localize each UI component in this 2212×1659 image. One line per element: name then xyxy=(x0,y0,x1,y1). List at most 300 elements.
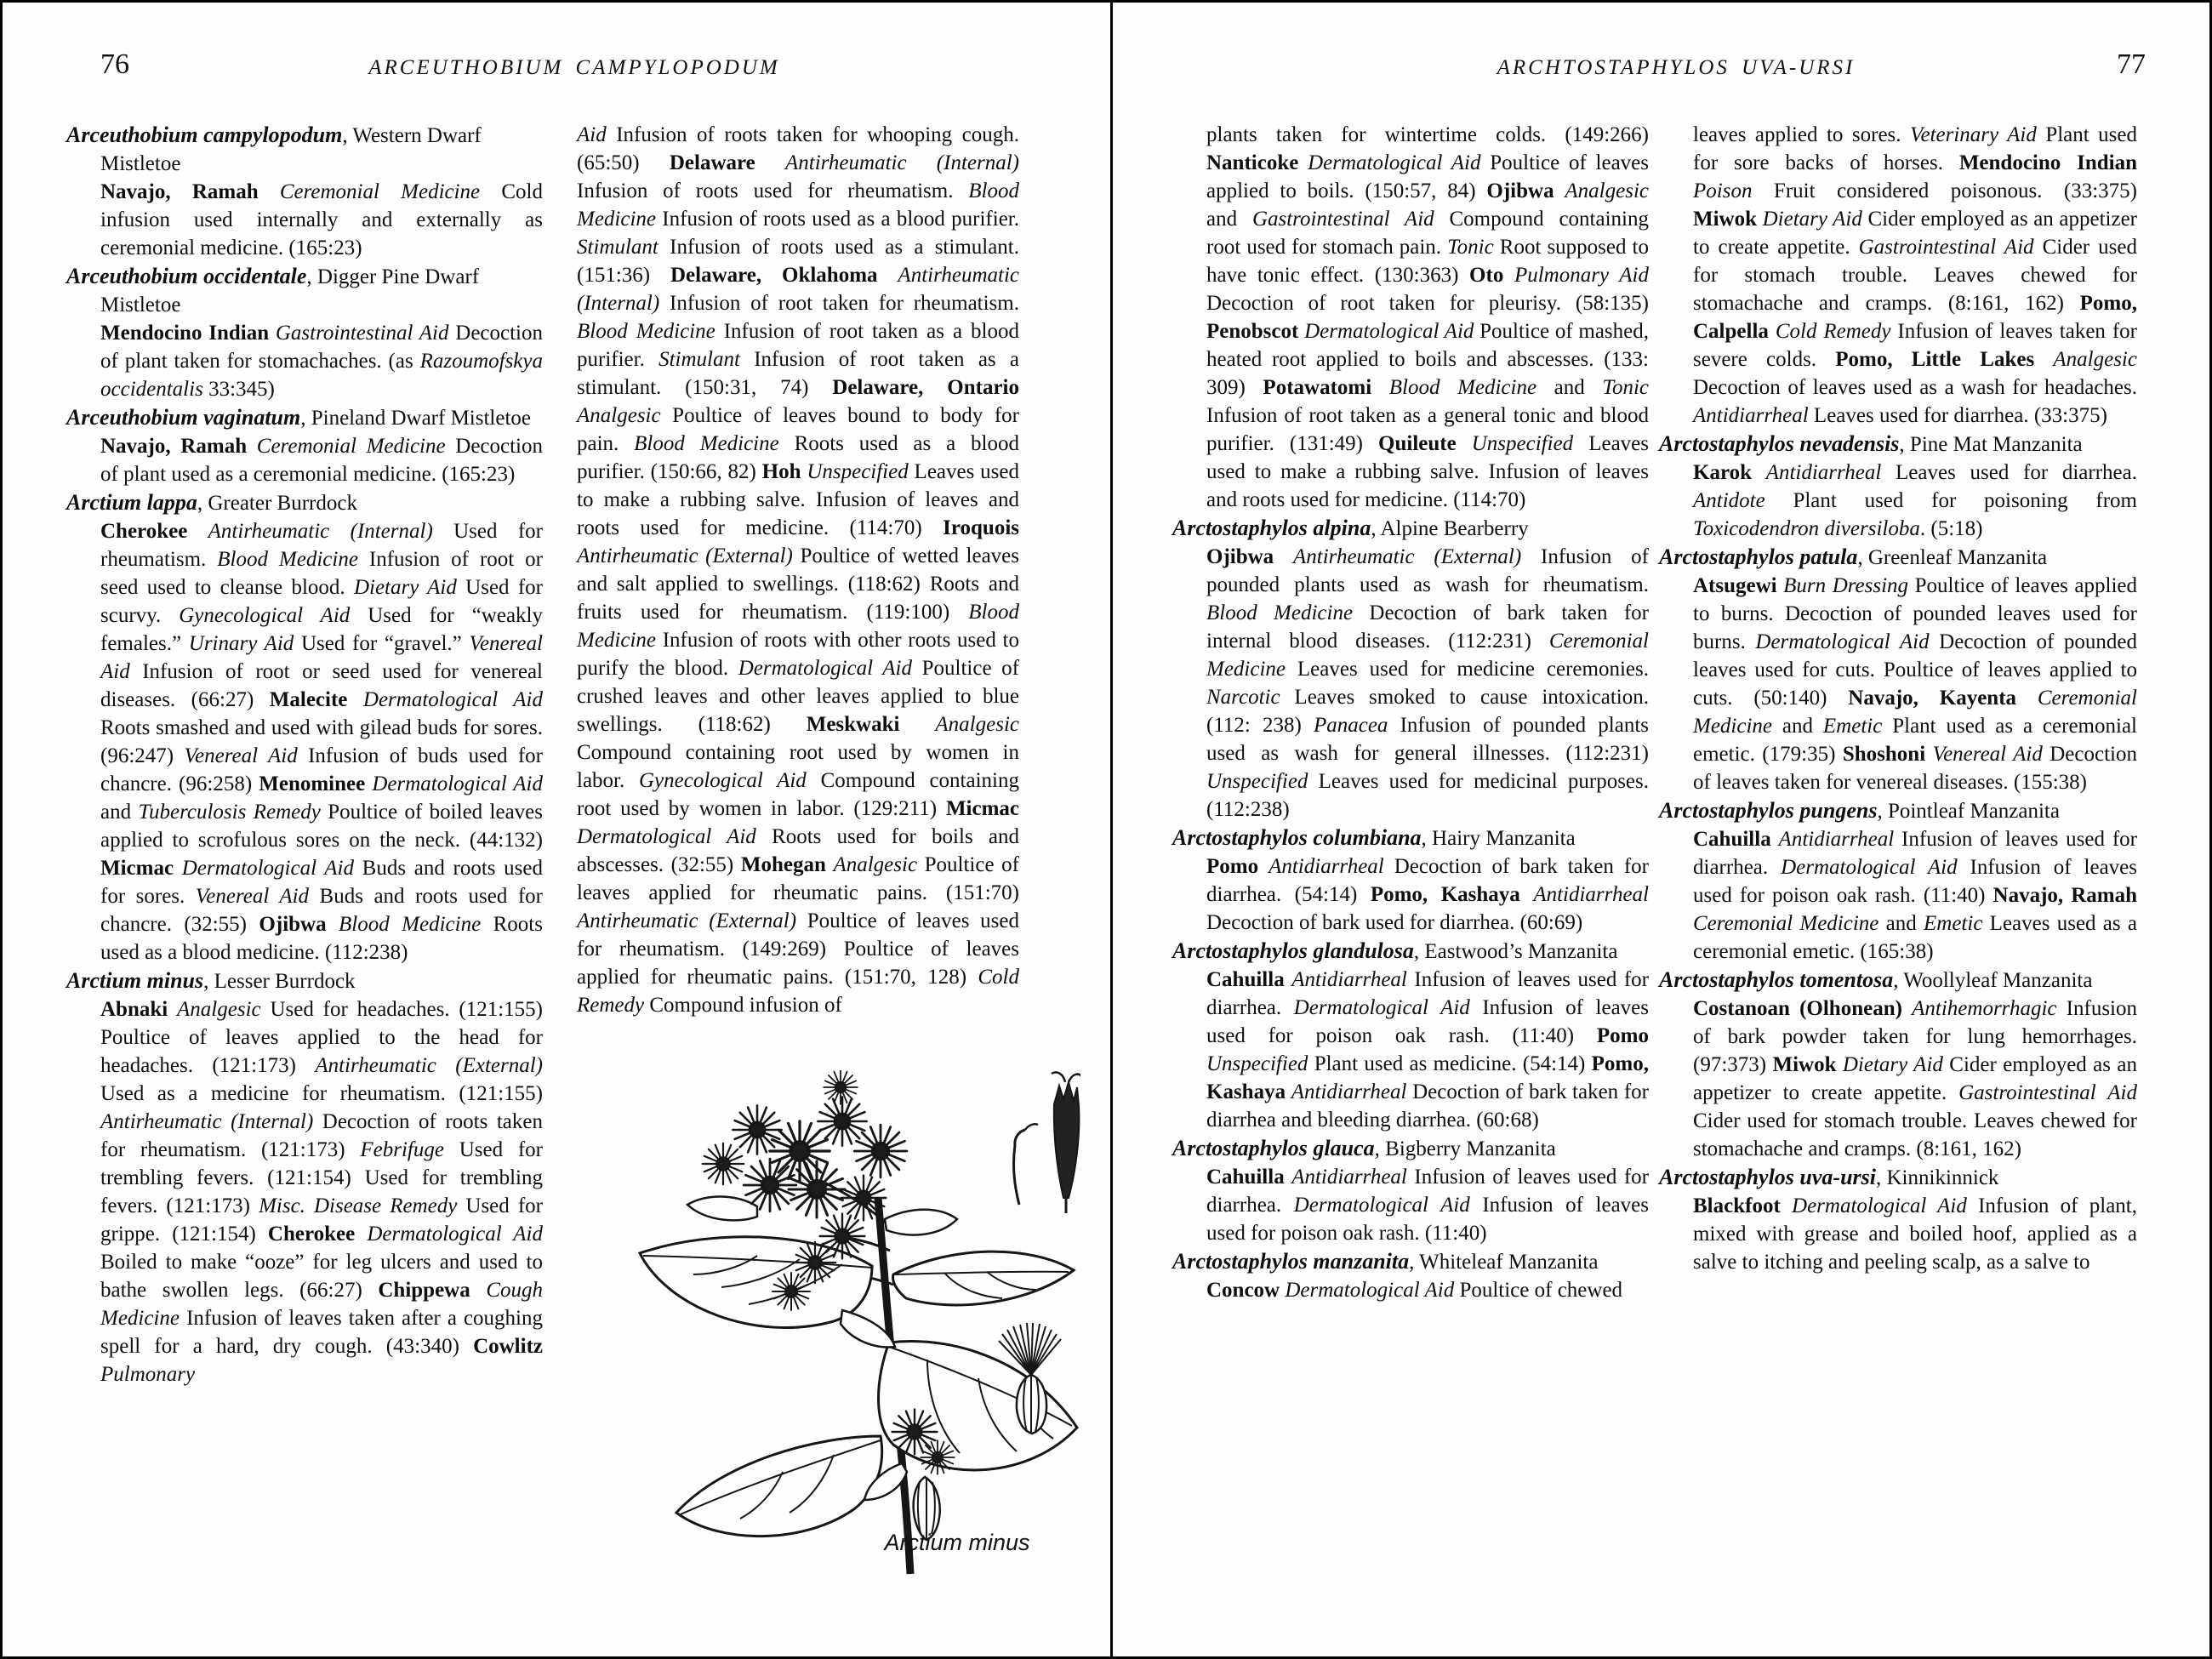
plain-text: Roots used for boils and abscesses. (32:55) xyxy=(577,825,1020,876)
plain-text: Roots used as a blood medicine. (112:238) xyxy=(100,913,543,964)
tribe-name: Cahuilla xyxy=(1206,968,1292,991)
plain-text: Boiled to make “ooze” for leg ulcers and used to bathe swollen legs. (66:27) xyxy=(100,1251,543,1302)
use-category: Blood Medicine xyxy=(577,601,1019,652)
plain-text: , Eastwood’s Manzanita xyxy=(1413,940,1618,963)
species-name: Arctostaphylos columbiana xyxy=(1172,825,1422,850)
plain-text: Cider employed as an appetizer to create appetite. xyxy=(1693,1053,2137,1104)
species-entry-heading xyxy=(66,262,543,319)
species-name: Arctostaphylos alpina xyxy=(1172,516,1371,540)
plain-text: , Pine Mat Manzanita xyxy=(1899,433,2083,456)
plain-text: , Bigberry Manzanita xyxy=(1374,1137,1556,1160)
plain-text: Cider used for stomach trouble. Leaves chewed for stomachache and cramps. (8:161, 162) xyxy=(1693,1109,2137,1160)
use-category: Antirheumatic (Internal) xyxy=(208,520,454,543)
tribe-name: Concow xyxy=(1206,1279,1286,1302)
use-category: Unspecified xyxy=(1471,432,1589,455)
plain-text: Decoction of bark taken for internal blood diseases. (112:231) xyxy=(1206,601,1649,653)
plain-text: Leaves used to make a rubbing salve. Infusion of leaves and roots used for medicine. (114:70) xyxy=(577,460,1019,539)
tribe-name: Mohegan xyxy=(740,853,834,876)
plain-text: Poultice of mashed, heated root applied to boils and abscesses. (133: 309) xyxy=(1206,320,1649,399)
use-category: Gastrointestinal Aid xyxy=(1251,208,1450,231)
use-category: Aid xyxy=(577,123,617,146)
plain-text: Infusion of leaves used for poison oak rash. (11:40) xyxy=(1206,996,1649,1047)
running-head-left: ARCEUTHOBIUM CAMPYLOPODUM xyxy=(368,56,780,79)
plain-text: , Western Dwarf Mistletoe xyxy=(100,124,482,175)
use-category: Dermatological Aid xyxy=(1792,1194,1979,1217)
plain-text: Used as a medicine for rheumatism. (121:155) xyxy=(100,1082,543,1105)
tribe-name: Miwok xyxy=(1693,208,1763,231)
continuation-text xyxy=(1693,121,2137,430)
use-category: Dietary Aid xyxy=(1842,1053,1950,1076)
use-category: Antidiarrheal xyxy=(1693,404,1814,427)
tribe-name: Cowlitz xyxy=(473,1335,543,1358)
use-category: Cold Remedy xyxy=(1775,320,1898,343)
entry-uses-text xyxy=(1693,995,2137,1163)
tribe-name: Pomo, Little Lakes xyxy=(1835,348,2054,371)
use-category: Blood Medicine xyxy=(577,320,724,343)
plain-text: Compound infusion of xyxy=(649,994,842,1017)
plain-text: Used for rheumatism. xyxy=(100,520,544,571)
use-category: Antidiarrheal xyxy=(1291,968,1415,991)
species-name: Arctostaphylos nevadensis xyxy=(1659,431,1900,456)
use-category: Stimulant xyxy=(658,348,755,371)
species-name: Arctium minus xyxy=(66,968,204,993)
tribe-name: Penobscot xyxy=(1206,320,1305,343)
plain-text: Infusion of bark powder taken for lung hemorrhages. (97:373) xyxy=(1693,997,2137,1076)
entry-uses-text xyxy=(100,319,543,403)
tribe-name: Iroquois xyxy=(943,516,1019,539)
use-category: Antirheumatic (Internal) xyxy=(100,1110,322,1133)
tribe-name: Navajo, Ramah xyxy=(100,180,280,203)
use-category: Dermatological Aid xyxy=(181,857,362,880)
use-category: Antidiarrheal xyxy=(1291,1166,1415,1189)
tribe-name: Pomo xyxy=(1206,855,1269,878)
species-name: Arceuthobium vaginatum xyxy=(66,405,301,430)
use-category: Blood Medicine xyxy=(634,432,795,455)
plain-text: Infusion of leaves used for diarrhea. xyxy=(1693,828,2137,879)
plain-text: Root supposed to have tonic effect. (130:363) xyxy=(1206,236,1649,287)
plain-text: Cider employed as an appetizer to create appetite. xyxy=(1693,208,2138,259)
entry-uses-text xyxy=(1693,572,2137,796)
plain-text: , Greenleaf Manzanita xyxy=(1857,546,2048,569)
plain-text: Decoction of root taken for pleurisy. (58:135) xyxy=(1206,292,1649,315)
plain-text: Used for scurvy. xyxy=(100,576,543,627)
plain-text: Infusion of root taken as a stimulant. (150:31, 74) xyxy=(577,348,1020,399)
species-name: Arctium lappa xyxy=(66,490,197,515)
tribe-name: Shoshoni xyxy=(1842,743,1933,766)
plain-text: Leaves used for medicine ceremonies. xyxy=(1297,658,1649,681)
use-category: Emetic xyxy=(1924,912,1990,935)
species-entry-heading xyxy=(1659,430,2137,459)
plain-text: Infusion of leaves used for poison oak rash. (11:40) xyxy=(1693,856,2138,907)
plain-text: , Woollyleaf Manzanita xyxy=(1893,969,2093,992)
use-category: Gastrointestinal Aid xyxy=(1858,236,2043,259)
plain-text: Buds and roots used for sores. xyxy=(100,857,543,908)
use-category: Dermatological Aid xyxy=(1781,856,1970,879)
entry-uses-text xyxy=(1206,852,1649,937)
use-category: Dermatological Aid xyxy=(1304,320,1480,343)
floret-detail xyxy=(1052,1072,1080,1213)
tribe-name: Mendocino Indian xyxy=(1958,151,2137,174)
plain-text: Used for grippe. (121:154) xyxy=(100,1194,543,1246)
plain-text: Infusion of root or seed used to cleanse blood. xyxy=(100,548,544,599)
text-column-4 xyxy=(1659,121,2138,1276)
use-category: Poison xyxy=(1693,180,1774,202)
use-category: Analgesic xyxy=(177,998,271,1021)
use-category: Dermatological Aid xyxy=(738,657,922,680)
plain-text: Decoction of plant taken for stomachaches. (as xyxy=(100,322,543,373)
use-category: Dermatological Aid xyxy=(1293,1194,1483,1217)
species-name: Arctostaphylos uva-ursi xyxy=(1659,1165,1876,1189)
plain-text: Leaves used as a ceremonial emetic. (165:38) xyxy=(1693,912,2137,963)
tribe-name: Cahuilla xyxy=(1206,1166,1292,1189)
species-entry-heading xyxy=(66,488,543,517)
species-name: Arctostaphylos patula xyxy=(1659,544,1858,569)
tribe-name: Micmac xyxy=(945,797,1019,820)
tribe-name: Pomo, Kashaya xyxy=(1370,883,1534,906)
running-head-right: ARCHTOSTAPHYLOS UVA-URSI xyxy=(1497,56,1856,79)
plain-text: , Alpine Bearberry xyxy=(1371,517,1529,540)
use-category: Dermatological Aid xyxy=(367,1223,544,1246)
tribe-name: Hoh xyxy=(761,460,807,483)
arctium-minus-illustration xyxy=(587,1070,1080,1598)
use-category: Dermatological Aid xyxy=(362,688,543,711)
use-category: Blood Medicine xyxy=(1206,601,1370,624)
use-category: Antirheumatic (External) xyxy=(577,544,801,567)
tribe-name: Costanoan (Olhonean) xyxy=(1693,997,1913,1020)
use-category: Dietary Aid xyxy=(353,576,466,599)
continuation-text xyxy=(1206,121,1649,514)
plain-text: Cider used for stomach trouble. Leaves chewed for stomachache and cramps. (8:161, 162) xyxy=(1693,236,2137,315)
species-name: Arceuthobium occidentale xyxy=(66,264,307,288)
tribe-name: Navajo, Ramah xyxy=(1993,884,2137,907)
use-category: Unspecified xyxy=(1206,1052,1314,1075)
plain-text: Poultice of leaves bound to body for pain. xyxy=(577,404,1019,455)
plain-text: Roots smashed and used with gilead buds for sores. (96:247) xyxy=(100,716,543,767)
use-category: Pulmonary xyxy=(100,1363,196,1386)
use-category: Veterinary Aid xyxy=(1909,123,2046,146)
tribe-name: Malecite xyxy=(269,688,363,711)
tribe-name: Delaware xyxy=(669,151,785,174)
plain-text: Poultice of leaves applied to burns. Decoction of pounded leaves used for burns. xyxy=(1693,574,2138,653)
plain-text: Plant used as medicine. (54:14) xyxy=(1314,1052,1592,1075)
use-category: Blood Medicine xyxy=(577,180,1019,231)
plain-text: plants taken for wintertime colds. (149:266) xyxy=(1206,123,1649,146)
plain-text: and xyxy=(1206,208,1252,231)
use-category: Antirheumatic (External) xyxy=(577,909,807,932)
plain-text: Poultice of leaves applied for rheumatic pains. (151:70) xyxy=(577,853,1019,904)
plain-text: Decoction of bark taken for diarrhea and bleeding diarrhea. (60:68) xyxy=(1206,1080,1649,1132)
tribe-name: Cherokee xyxy=(100,520,208,543)
use-category: Antihemorrhagic xyxy=(1912,997,2067,1020)
tribe-name: Ojibwa xyxy=(259,913,339,936)
tribe-name: Cahuilla xyxy=(1693,828,1779,851)
species-entry-heading xyxy=(1659,796,2137,825)
plain-text: Infusion of root taken as a blood purifier. xyxy=(577,320,1019,371)
plain-text: Used for “weakly females.” xyxy=(100,604,543,655)
use-category: Gynecological Aid xyxy=(639,769,821,792)
continuation-text xyxy=(577,121,1019,1019)
use-category: Cold Remedy xyxy=(577,966,1019,1017)
plain-text: Decoction of leaves used as a wash for headaches. xyxy=(1693,376,2137,399)
tribe-name: Delaware, Ontario xyxy=(832,376,1019,399)
plain-text: , Lesser Burrdock xyxy=(203,970,356,993)
plain-text: Poultice of wetted leaves and salt applied to swellings. (118:62) Roots and fruits used for rheumatism. (119:100) xyxy=(577,544,1019,624)
entry-uses-text xyxy=(1693,1192,2137,1276)
use-category: Narcotic xyxy=(1206,686,1295,709)
plain-text: , Kinnikinnick xyxy=(1876,1166,1999,1189)
tribe-name: Delaware, Oklahoma xyxy=(670,264,898,287)
text-column-1 xyxy=(66,121,544,1388)
use-category: Unspecified xyxy=(807,460,915,483)
plain-text: Plant used for sore backs of horses. xyxy=(1693,123,2138,174)
plain-text: Compound containing root used by women in labor. (129:211) xyxy=(577,769,1019,820)
plain-text: Infusion of leaves used for diarrhea. xyxy=(1206,1166,1650,1217)
tribe-name: Ojibwa xyxy=(1206,545,1294,568)
use-category: Misc. Disease Remedy xyxy=(259,1194,466,1217)
species-entry-heading xyxy=(66,121,543,178)
text-column-2 xyxy=(577,121,1019,1019)
tribe-name: Cherokee xyxy=(267,1223,368,1246)
use-category: Urinary Aid xyxy=(188,632,301,655)
entry-uses-text xyxy=(1206,543,1649,824)
species-name: Arceuthobium campylopodum xyxy=(66,123,343,147)
species-entry-heading xyxy=(1172,937,1649,966)
use-category: Antidiarrheal xyxy=(1765,461,1896,484)
tribe-name: Karok xyxy=(1693,461,1766,484)
plain-text: Infusion of pounded plants used as wash for general illnesses. (112:231) xyxy=(1206,714,1650,765)
use-category: Antidiarrheal xyxy=(1533,883,1649,906)
page-number-right: 77 xyxy=(2117,48,2146,80)
species-entry-heading xyxy=(66,403,543,432)
plain-text: Fruit considered poisonous. (33:375) xyxy=(1773,180,2137,202)
plain-text: Infusion of root or seed used for venereal diseases. (66:27) xyxy=(100,660,543,711)
plain-text: Poultice of chewed xyxy=(1459,1279,1623,1302)
entry-uses-text xyxy=(100,517,543,966)
entry-uses-text xyxy=(1206,1276,1649,1304)
use-category: Emetic xyxy=(1822,715,1893,738)
tribe-name: Nanticoke xyxy=(1206,151,1308,174)
use-category: Unspecified xyxy=(1206,770,1319,793)
use-category: Blood Medicine xyxy=(217,548,369,571)
tribe-name: Meskwaki xyxy=(806,713,936,736)
plain-text: Leaves used for medicinal purposes. (112:238) xyxy=(1206,770,1649,821)
botanical-figure xyxy=(587,1070,1080,1598)
text-column-3 xyxy=(1172,121,1650,1304)
plain-text: . (5:18) xyxy=(1919,517,1983,540)
species-name: Arctostaphylos manzanita xyxy=(1172,1249,1410,1274)
tribe-name: Menominee xyxy=(259,772,373,795)
plain-text: and xyxy=(1554,376,1603,399)
species-name: Arctostaphylos pungens xyxy=(1659,798,1878,823)
plain-text: , Greater Burrdock xyxy=(197,492,357,515)
plain-text: Leaves used for diarrhea. xyxy=(1896,461,2137,484)
use-category: Blood Medicine xyxy=(1388,376,1554,399)
use-category: Ceremonial Medicine xyxy=(1693,912,1886,935)
tribe-name: Abnaki xyxy=(100,998,178,1021)
plain-text: , Digger Pine Dwarf Mistletoe xyxy=(100,265,480,316)
tribe-name: Oto xyxy=(1469,264,1514,287)
use-category: Panacea xyxy=(1313,714,1400,737)
plain-text: and xyxy=(100,801,139,824)
use-category: Antirheumatic (External) xyxy=(1293,545,1541,568)
plain-text: Plant used as a ceremonial emetic. (179:35) xyxy=(1693,715,2137,766)
plain-text: Used for “gravel.” xyxy=(300,632,470,655)
plant-leaves xyxy=(640,1196,1077,1536)
entry-uses-text xyxy=(100,995,543,1388)
species-name: Arctostaphylos glauca xyxy=(1172,1136,1375,1160)
entry-uses-text xyxy=(1206,1163,1649,1247)
use-category: Blood Medicine xyxy=(339,913,493,936)
entry-uses-text xyxy=(100,432,543,488)
species-name: Arctostaphylos tomentosa xyxy=(1659,967,1894,992)
plain-text: Used for headaches. (121:155) Poultice of leaves applied to the head for headaches. (121:173) xyxy=(100,998,543,1077)
plain-text: Poultice of leaves applied to boils. (150:57, 84) xyxy=(1206,151,1650,202)
plain-text: Decoction of plant used as a ceremonial medicine. (165:23) xyxy=(100,435,543,486)
plain-text: Decoction of pounded leaves used for cuts. Poultice of leaves applied to cuts. (50:140) xyxy=(1693,630,2138,710)
plain-text: Leaves used to make a rubbing salve. Infusion of leaves and roots used for medicine. (114:70) xyxy=(1206,432,1649,511)
use-category: Dietary Aid xyxy=(1762,208,1868,231)
species-entry-heading xyxy=(1172,1134,1649,1163)
entry-uses-text xyxy=(1693,825,2137,966)
plain-text: Decoction of roots taken for rheumatism. (121:173) xyxy=(100,1110,543,1161)
entry-uses-text xyxy=(100,178,543,262)
use-category: Antirheumatic (Internal) xyxy=(784,151,1019,174)
use-category: Dermatological Aid xyxy=(1293,996,1483,1019)
plain-text: Compound containing root used for stomach pain. xyxy=(1206,208,1649,259)
species-entry-heading xyxy=(1172,1247,1649,1276)
plain-text: Infusion of roots used for rheumatism. xyxy=(577,180,969,202)
tribe-name: Atsugewi xyxy=(1693,574,1784,597)
use-category: Ceremonial Medicine xyxy=(256,435,456,458)
plain-text: Poultice of crushed leaves and other leaves applied to blue swellings. (118:62) xyxy=(577,657,1020,736)
plain-text: and xyxy=(1885,912,1924,935)
plain-text: , Whiteleaf Manzanita xyxy=(1409,1251,1599,1274)
plain-text: Leaves used for diarrhea. (33:375) xyxy=(1813,404,2107,427)
use-category: Dermatological Aid xyxy=(577,825,772,848)
tribe-name: Blackfoot xyxy=(1693,1194,1793,1217)
plain-text: 33:345) xyxy=(202,378,275,401)
use-category: Ceremonial Medicine xyxy=(279,180,502,203)
use-category: Antidote xyxy=(1693,489,1793,512)
use-category: Gynecological Aid xyxy=(179,604,368,627)
use-category: Ceremonial Medicine xyxy=(1693,687,2137,738)
tribe-name: Pomo xyxy=(1596,1024,1649,1047)
use-category: Venereal Aid xyxy=(195,885,320,908)
use-category: Tonic xyxy=(1602,376,1650,399)
use-category: Antidiarrheal xyxy=(1268,855,1394,878)
use-category: Pulmonary Aid xyxy=(1514,264,1649,287)
use-category: Antirheumatic (External) xyxy=(315,1054,543,1077)
use-category: Antirheumatic (Internal) xyxy=(577,264,1019,315)
tribe-name: Micmac xyxy=(100,857,182,880)
plain-text: Infusion of leaves used for diarrhea. xyxy=(1206,968,1650,1019)
use-category: Stimulant xyxy=(577,236,670,259)
plain-text: Cold infusion used internally and externally as ceremonial medicine. (165:23) xyxy=(100,180,543,259)
use-category: Analgesic xyxy=(1565,180,1649,202)
style-detail xyxy=(1014,1124,1038,1205)
plain-text: Decoction of bark used for diarrhea. (60:69) xyxy=(1206,911,1583,934)
use-category: Cough Medicine xyxy=(100,1279,543,1330)
tribe-name: Miwok xyxy=(1772,1053,1843,1076)
use-category: Tuberculosis Remedy xyxy=(138,801,328,824)
plain-text: Compound containing root used by women in labor. xyxy=(577,741,1019,792)
use-category: Toxicodendron diversiloba xyxy=(1693,517,1920,540)
use-category: Analgesic xyxy=(935,713,1019,736)
use-category: Venereal Aid xyxy=(184,744,309,767)
page-gutter-divider xyxy=(1110,0,1113,1659)
plain-text: Infusion of root taken for rheumatism. xyxy=(670,292,1019,315)
plain-text: Infusion of leaves taken for severe colds. xyxy=(1693,320,2137,371)
use-category: Antidiarrheal xyxy=(1291,1080,1413,1103)
use-category: Antidiarrheal xyxy=(1778,828,1902,851)
plain-text: , Pineland Dwarf Mistletoe xyxy=(300,407,532,430)
plain-text: and xyxy=(1782,715,1823,738)
plain-text: Poultice of leaves used for rheumatism. (149:269) Poultice of leaves applied for rheumatic pains. (151:70, 128) xyxy=(577,909,1019,989)
species-name: Arctostaphylos glandulosa xyxy=(1172,938,1414,963)
plain-text: Roots used as a blood purifier. (150:66, 82) xyxy=(577,432,1019,483)
tribe-name: Quileute xyxy=(1378,432,1472,455)
use-category: Dermatological Aid xyxy=(1308,151,1491,174)
tribe-name: Pomo, Calpella xyxy=(1693,292,2137,343)
plain-text: Infusion of roots used as a stimulant. (151:36) xyxy=(577,236,1020,287)
species-entry-heading xyxy=(1172,514,1649,543)
plain-text: Decoction of leaves taken for venereal diseases. (155:38) xyxy=(1693,743,2137,794)
entry-uses-text xyxy=(1206,966,1649,1134)
use-category: Gastrointestinal Aid xyxy=(275,322,456,345)
plain-text: Poultice of boiled leaves applied to scrofulous sores on the neck. (44:132) xyxy=(100,801,543,852)
use-category: Analgesic xyxy=(833,853,925,876)
tribe-name: Ojibwa xyxy=(1486,180,1565,202)
use-category: Febrifuge xyxy=(360,1138,459,1161)
tribe-name: Navajo, Kayenta xyxy=(1848,687,2038,710)
plain-text: Infusion of root taken as a general tonic and blood purifier. (131:49) xyxy=(1206,404,1649,455)
use-category: Venereal Aid xyxy=(1932,743,2050,766)
tribe-name: Pomo, Kashaya xyxy=(1206,1052,1649,1103)
use-category: Gastrointestinal Aid xyxy=(1958,1081,2137,1104)
plain-text: , Hairy Manzanita xyxy=(1421,827,1576,850)
use-category: Razoumofskya occidentalis xyxy=(100,350,543,401)
plain-text: Infusion of buds used for chancre. (96:258) xyxy=(100,744,543,795)
plain-text: Decoction of bark taken for diarrhea. (54:14) xyxy=(1206,855,1649,906)
tribe-name: Navajo, Ramah xyxy=(100,435,257,458)
use-category: Dermatological Aid xyxy=(372,772,544,795)
use-category: Tonic xyxy=(1447,236,1500,259)
use-category: Analgesic xyxy=(2053,348,2137,371)
plain-text: Infusion of roots with other roots used to purify the blood. xyxy=(577,629,1019,680)
plain-text: Leaves smoked to cause intoxication. (112: 238) xyxy=(1206,686,1650,737)
plain-text: , Pointleaf Manzanita xyxy=(1877,800,2060,823)
page-number-left: 76 xyxy=(100,48,129,80)
species-entry-heading xyxy=(1659,1163,2137,1192)
use-category: Dermatological Aid xyxy=(1755,630,1940,653)
species-entry-heading xyxy=(1659,543,2137,572)
plain-text: Used for trembling fevers. (121:154) Used for trembling fevers. (121:173) xyxy=(100,1138,544,1217)
figure-caption: Arctium minus xyxy=(884,1530,1030,1555)
plain-text: Infusion of pounded plants used as wash for rheumatism. xyxy=(1206,545,1649,596)
plain-text: Infusion of leaves taken after a coughing spell for a hard, dry cough. (43:340) xyxy=(100,1307,543,1358)
use-category: Ceremonial Medicine xyxy=(1206,630,1649,681)
tribe-name: Chippewa xyxy=(378,1279,487,1302)
tribe-name: Mendocino Indian xyxy=(100,322,276,345)
plain-text: Infusion of plant, mixed with grease and boiled hoof, applied as a salve to itching and peeling scalp, as a salve to xyxy=(1693,1194,2137,1274)
use-category: Analgesic xyxy=(577,404,673,427)
tribe-name: Potawatomi xyxy=(1263,376,1389,399)
use-category: Venereal Aid xyxy=(100,632,543,683)
use-category: Burn Dressing xyxy=(1783,574,1915,597)
plain-text: Buds and roots used for chancre. (32:55) xyxy=(100,885,543,936)
species-entry-heading xyxy=(1172,824,1649,852)
plain-text: Infusion of leaves used for poison oak rash. (11:40) xyxy=(1206,1194,1649,1245)
